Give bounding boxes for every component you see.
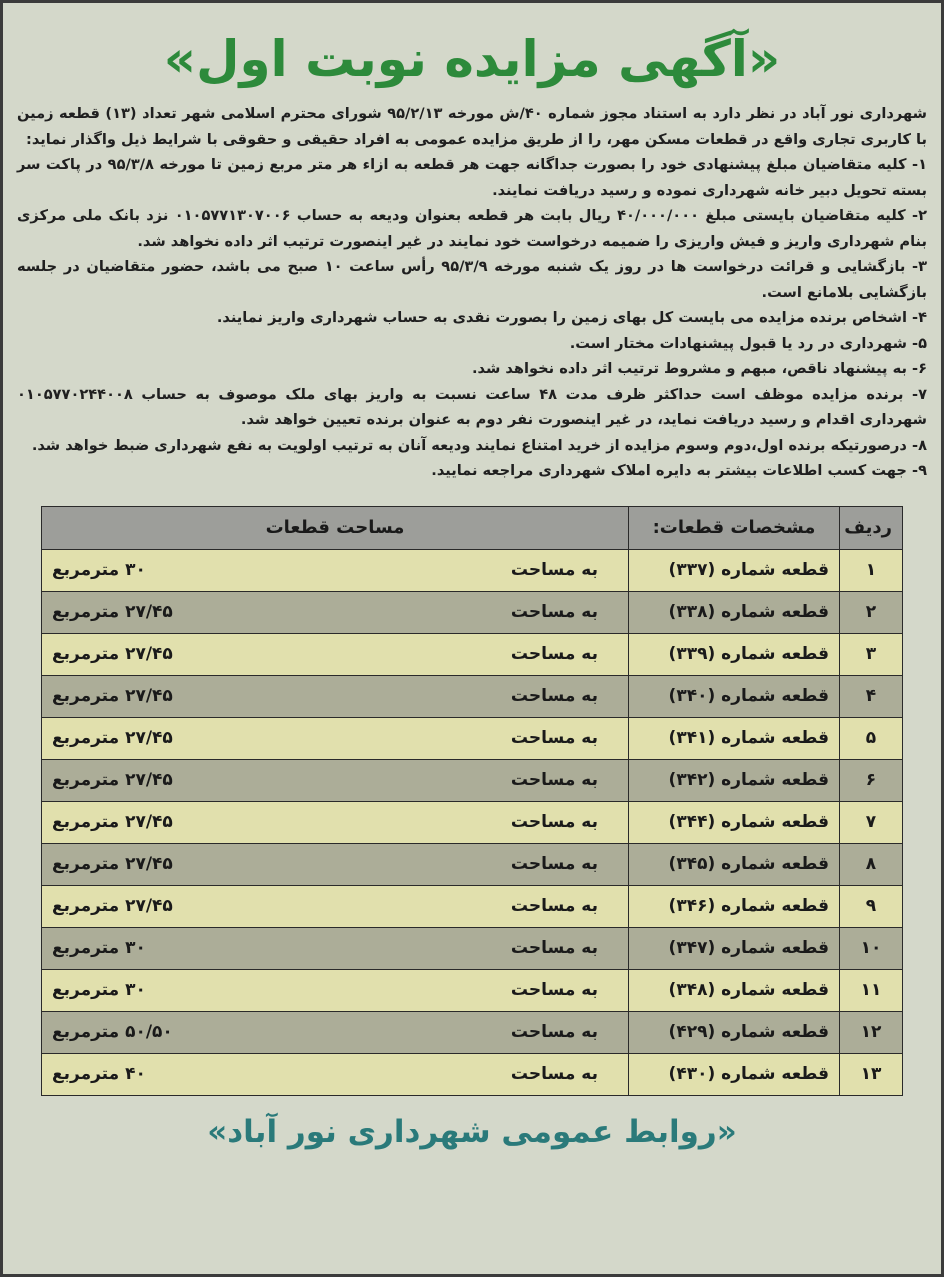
plot-area-cell xyxy=(42,801,629,843)
table-row xyxy=(42,927,903,969)
area-label: به مساحت xyxy=(510,728,598,748)
table-row xyxy=(42,675,903,717)
plot-spec-cell: قطعه شماره (۳۴۷) xyxy=(629,927,840,969)
clause-item: ۷- برنده مزایده موظف است حداکثر ظرف مدت ۴۸ ساعت نسبت به واریز بهای ملک موصوف به حساب ۰۱۰۵۷۷۰۲۴۴۰۰۸ شهرداری اقدام و رسید دریافت نماید، در غیر اینصورت نفر دوم به عنوان برنده تعیین خواهد شد. xyxy=(17,385,928,428)
header-row-number: ردیف xyxy=(840,506,903,549)
footer xyxy=(17,1114,927,1150)
table-row xyxy=(42,801,903,843)
plots-table-wrapper xyxy=(41,506,903,1096)
area-label: به مساحت xyxy=(510,1022,598,1042)
table-row xyxy=(42,1053,903,1095)
table-row xyxy=(42,759,903,801)
table-row xyxy=(42,591,903,633)
plot-area-cell xyxy=(42,927,629,969)
area-label: به مساحت xyxy=(510,644,598,664)
ad-title xyxy=(17,17,927,101)
table-row xyxy=(42,549,903,591)
area-label: به مساحت xyxy=(510,980,598,1000)
area-value: ۳۰ مترمربع xyxy=(52,560,146,580)
area-label: به مساحت xyxy=(510,854,598,874)
area-value: ۴۰ مترمربع xyxy=(52,1064,146,1084)
area-label: به مساحت xyxy=(510,686,598,706)
row-number-cell: ۱۰ xyxy=(840,927,903,969)
plot-spec-cell: قطعه شماره (۳۳۸) xyxy=(629,591,840,633)
clause-item: ۹- جهت کسب اطلاعات بیشتر به دایره املاک شهرداری مراجعه نمایید. xyxy=(431,462,927,479)
table-header-row xyxy=(42,506,903,549)
plot-area-cell xyxy=(42,759,629,801)
area-value: ۲۷/۴۵ مترمربع xyxy=(52,854,173,874)
footer-signature: «روابط عمومی شهرداری نور آباد» xyxy=(207,1113,737,1150)
area-label: به مساحت xyxy=(510,602,598,622)
area-value: ۵۰/۵۰ مترمربع xyxy=(52,1022,173,1042)
plot-spec-cell: قطعه شماره (۴۳۰) xyxy=(629,1053,840,1095)
area-label: به مساحت xyxy=(510,938,598,958)
plot-spec-cell: قطعه شماره (۳۴۶) xyxy=(629,885,840,927)
row-number-cell: ۱۳ xyxy=(840,1053,903,1095)
area-value: ۲۷/۴۵ مترمربع xyxy=(52,728,173,748)
plot-spec-cell: قطعه شماره (۳۴۸) xyxy=(629,969,840,1011)
plot-area-cell xyxy=(42,591,629,633)
intro-paragraph: شهرداری نور آباد در نظر دارد به استناد مجوز شماره ۴۰/ش مورخه ۹۵/۲/۱۳ شورای محترم اسلامی شهر تعداد (۱۳) قطعه زمین با کاربری تجاری واقع در قطعات مسکن مهر، را از طریق مزایده عمومی به افراد حقیقی و حقوقی با شرایط ذیل واگذار نماید: xyxy=(17,105,927,148)
area-value: ۳۰ مترمربع xyxy=(52,938,146,958)
plot-spec-cell: قطعه شماره (۳۴۲) xyxy=(629,759,840,801)
clause-item: ۳- بازگشایی و قرائت درخواست ها در روز یک شنبه مورخه ۹۵/۳/۹ رأس ساعت ۱۰ صبح می باشد، حضور متقاضیان در جلسه بازگشایی بلامانع است. xyxy=(17,258,927,301)
row-number-cell: ۱۱ xyxy=(840,969,903,1011)
row-number-cell: ۹ xyxy=(840,885,903,927)
clause-item: ۱- کلیه متقاضیان مبلغ پیشنهادی خود را بصورت جداگانه جهت هر قطعه به ازاء هر متر مربع زمین تا مورخه ۹۵/۳/۸ در پاکت سر بسته تحویل دبیر خانه شهرداری نموده و رسید دریافت نمایند. xyxy=(17,156,927,199)
plots-table xyxy=(41,506,903,1096)
area-label: به مساحت xyxy=(510,1064,598,1084)
row-number-cell: ۷ xyxy=(840,801,903,843)
area-value: ۲۷/۴۵ مترمربع xyxy=(52,896,173,916)
plot-spec-cell: قطعه شماره (۴۲۹) xyxy=(629,1011,840,1053)
clause-item: ۶- به پیشنهاد ناقص، مبهم و مشروط ترتیب اثر داده نخواهد شد. xyxy=(472,360,927,377)
plot-area-cell xyxy=(42,1053,629,1095)
area-value: ۳۰ مترمربع xyxy=(52,980,146,1000)
clause-item: ۵- شهرداری در رد یا قبول پیشنهادات مختار است. xyxy=(569,334,927,352)
row-number-cell: ۸ xyxy=(840,843,903,885)
table-row xyxy=(42,843,903,885)
row-number-cell: ۱ xyxy=(840,549,903,591)
area-label: به مساحت xyxy=(510,770,598,790)
area-value: ۲۷/۴۵ مترمربع xyxy=(52,812,173,832)
row-number-cell: ۱۲ xyxy=(840,1011,903,1053)
plot-spec-cell: قطعه شماره (۳۴۱) xyxy=(629,717,840,759)
row-number-cell: ۲ xyxy=(840,591,903,633)
plot-area-cell xyxy=(42,843,629,885)
ad-title-text: «آگهی مزایده نوبت اول» xyxy=(163,30,781,88)
clause-item: ۴- اشخاص برنده مزایده می بایست کل بهای زمین را بصورت نقدی به حساب شهرداری واریز نمایند. xyxy=(216,309,927,326)
plot-spec-cell: قطعه شماره (۳۴۴) xyxy=(629,801,840,843)
area-label: به مساحت xyxy=(510,560,598,580)
plot-area-cell xyxy=(42,1011,629,1053)
row-number-cell: ۵ xyxy=(840,717,903,759)
row-number-cell: ۳ xyxy=(840,633,903,675)
clauses-list xyxy=(17,152,927,484)
area-value: ۲۷/۴۵ مترمربع xyxy=(52,770,173,790)
plot-spec-cell: قطعه شماره (۳۴۵) xyxy=(629,843,840,885)
plot-area-cell xyxy=(42,633,629,675)
table-row xyxy=(42,633,903,675)
table-row xyxy=(42,885,903,927)
area-label: به مساحت xyxy=(510,896,598,916)
table-row xyxy=(42,717,903,759)
area-label: به مساحت xyxy=(510,812,598,832)
plot-spec-cell: قطعه شماره (۳۴۰) xyxy=(629,675,840,717)
plot-area-cell xyxy=(42,717,629,759)
area-value: ۲۷/۴۵ مترمربع xyxy=(52,602,173,622)
area-value: ۲۷/۴۵ مترمربع xyxy=(52,686,173,706)
plot-area-cell xyxy=(42,549,629,591)
row-number-cell: ۴ xyxy=(840,675,903,717)
plot-area-cell xyxy=(42,885,629,927)
header-plot-spec: مشخصات قطعات: xyxy=(629,506,840,549)
area-value: ۲۷/۴۵ مترمربع xyxy=(52,644,173,664)
plot-spec-cell: قطعه شماره (۳۳۷) xyxy=(629,549,840,591)
table-row xyxy=(42,969,903,1011)
row-number-cell: ۶ xyxy=(840,759,903,801)
table-body xyxy=(42,549,903,1095)
clause-item: ۸- درصورتیکه برنده اول،دوم وسوم مزایده از خرید امتناع نمایند ودیعه آنان به ترتیب اولویت به نفع شهرداری ضبط خواهد شد. xyxy=(31,436,927,454)
plot-spec-cell: قطعه شماره (۳۳۹) xyxy=(629,633,840,675)
clause-item: ۲- کلیه متقاضیان بایستی مبلغ ۴۰/۰۰۰/۰۰۰ ریال بابت هر قطعه بعنوان ودیعه به حساب ۰۱۰۵۷۷۱۳۰۷۰۰۶ نزد بانک ملی مرکزی بنام شهرداری واریز و فیش واریزی را ضمیمه درخواست خود نمایند در غیر اینصورت ترتیب اثر داده نخواهد شد. xyxy=(17,207,927,250)
plot-area-cell xyxy=(42,969,629,1011)
table-row xyxy=(42,1011,903,1053)
header-plot-area: مساحت قطعات xyxy=(42,506,629,549)
plot-area-cell xyxy=(42,675,629,717)
